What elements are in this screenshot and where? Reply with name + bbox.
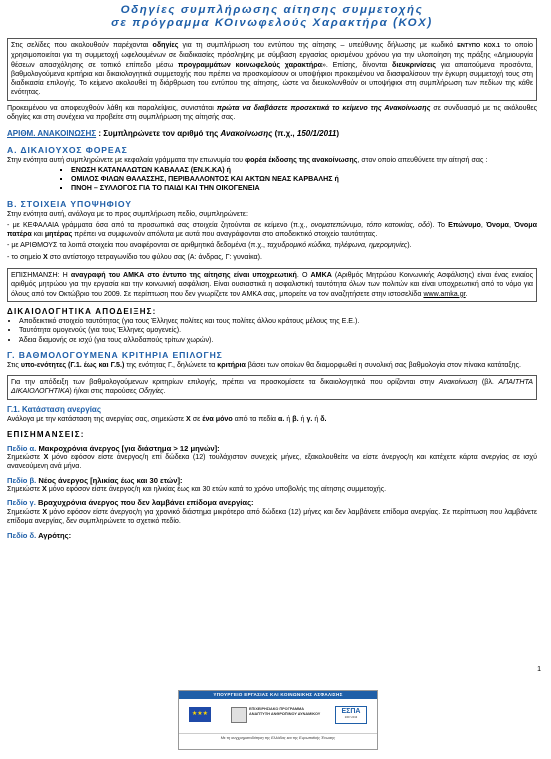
italic-text: ταχυδρομικό κώδικα, τηλέφωνα, ημερομηνίες (266, 241, 408, 250)
advice-text: σε συνδυασμό με τις ακόλουθες οδηγίες και στη συνέχεια να προβείτε στη συμπλήρωση της αίτησής σας. (7, 103, 537, 122)
text: μόνο εφόσον είστε άνεργος/η επί δώδεκα (12) τουλάχιστον συνεχείς μήνες, εξακολουθείτε να είστε άνεργος/η και κατέχετε κάρτα ανεργίας σε ισχύ ανανεούμενη ανά μήνα. (7, 453, 537, 471)
intro-bold: οδηγίες (152, 41, 179, 49)
announcement-text: (π.χ., (272, 129, 297, 139)
field-c-heading (7, 498, 537, 508)
text: ή (298, 415, 307, 424)
text: Σημειώστε (7, 485, 43, 494)
text: ή (312, 415, 321, 424)
text: Ανάλογα με την κατάσταση της ανεργίας σας, σημειώστε (7, 415, 187, 424)
list-item: ▪ ΠΝΟΗ – ΣΥΛΛΟΓΟΣ ΓΙΑ ΤΟ ΠΑΙΔΙ ΚΑΙ ΤΗΝ ΟΙΚΟΓΕΝΕΙΑ (71, 184, 537, 193)
section-a-text-2: , στον οποίο απευθύνετε την αίτησή σας : (357, 156, 488, 165)
bold-text: X (42, 507, 48, 516)
italic-text: Οδηγίες (138, 387, 164, 396)
criteria-box (7, 375, 537, 400)
text: ή (284, 415, 293, 424)
logos-row (179, 699, 377, 733)
field-d-heading (7, 531, 537, 541)
field-label: Πεδίο δ. (7, 530, 37, 540)
announcement-example: 150/1/2011 (296, 129, 337, 139)
espa-subtext: 2007-2013 (344, 716, 358, 719)
section-a-bold: φορέα έκδοσης της ανακοίνωσης (245, 156, 358, 165)
text: Στις (7, 360, 21, 369)
bold-text: α. (278, 415, 285, 424)
section-g-text (7, 361, 537, 370)
intro-box (7, 38, 537, 101)
text: , (508, 220, 515, 229)
program-emblem-icon (231, 707, 247, 723)
advice-text: Προκειμένου να αποφευχθούν λάθη και παραλείψεις, συνιστάται (7, 103, 217, 112)
text: ). (407, 241, 412, 250)
field-title: Αγρότης: (36, 530, 72, 540)
text: ΕΠΙΣΗΜΑΝΣΗ: Η (11, 271, 71, 280)
g1-heading: Γ.1. Κατάσταση ανεργίας (7, 404, 102, 414)
bold-text: Όνομα πατέρα (7, 220, 537, 239)
field-a-heading (7, 444, 537, 454)
text: Σημειώστε (7, 507, 43, 516)
bold-text: υπο-ενότητες (Γ.1. έως και Γ.5.) (20, 360, 125, 369)
text: ). Το (430, 220, 449, 229)
text: - με ΚΕΦΑΛΑΙΑ γράμματα όσα από τα προσωπικά σας στοιχεία ζητούνται σε κείμενο (π.χ., (7, 220, 311, 229)
text: , (480, 220, 487, 229)
eu-flag-icon: ★★★ (189, 707, 211, 722)
announcement-line (7, 129, 537, 139)
text: . (465, 289, 468, 298)
form-code: ΕΝΤΥΠΟ ΚΟΧ.1 (457, 43, 501, 49)
bold-text: X (43, 252, 48, 261)
text: . Ο (296, 271, 311, 280)
field-title: Βραχυχρόνια άνεργος που δεν λαμβάνει επίδομα ανεργίας: (35, 498, 254, 508)
intro-text: Στις σελίδες που ακολουθούν παρέχονται (11, 41, 153, 49)
notes-heading: ΕΠΙΣΗΜΑΝΣΕΙΣ: (7, 429, 85, 439)
footer-logo-banner (178, 690, 378, 750)
announcement-text: ) (336, 129, 339, 139)
text: (βλ. (477, 378, 499, 387)
ministry-band: ΥΠΟΥΡΓΕΙΟ ΕΡΓΑΣΙΑΣ ΚΑΙ ΚΟΙΝΩΝΙΚΗΣ ΑΣΦΑΛΙΣΗΣ (179, 691, 377, 699)
bold-text: X (43, 453, 49, 462)
field-label: Πεδίο γ. (7, 498, 36, 508)
italic-text: ΑΠΑΙΤΗΤΑ ΔΙΚΑΙΟΛΟΓΗΤΙΚΑ (11, 378, 533, 396)
text: ) ή/και στις παρούσες (69, 387, 139, 396)
cofunding-tagline: Με τη συγχρηματοδότηση της Ελλάδας και της Ευρωπαϊκής Ένωσης (179, 733, 377, 742)
bold-text: γ. (306, 415, 313, 424)
amka-box (7, 268, 537, 302)
list-item: • Άδεια διαμονής σε ισχύ (για τους αλλοδαπούς τρίτων χωρών). (19, 336, 537, 345)
italic-text: Ανακοίνωση (438, 378, 478, 387)
text: - το σημείο (7, 252, 44, 261)
text: (Αριθμός Μητρώου Κοινωνικής Ασφάλισης) είναι ένας ενιαίος αριθμός μητρώου για την εργασία και την κοινωνική ασφάλιση. Είναι ουσιαστικά η ασφαλιστική ταυτότητα όλων των πολιτών και είναι υποχρεωτική από το νόμο για όλους από τον Οκτώβριο του 2009. Σε περίπτωση που δεν γνωρίζετε τον ΑΜΚΑ σας, μπορείτε να τον αναζητήσετε στην ιστοσελίδα (11, 271, 533, 298)
field-label: Πεδίο β. (7, 475, 37, 485)
field-a-text (7, 453, 537, 472)
section-b-line-2 (7, 241, 537, 250)
section-g-heading: Γ. ΒΑΘΜΟΛΟΓΟΥΜΕΝΑ ΚΡΙΤΗΡΙΑ ΕΠΙΛΟΓΗΣ (7, 349, 223, 360)
advice-paragraph (7, 104, 537, 123)
organization-list (71, 166, 537, 194)
docs-heading: ΔΙΚΑΙΟΛΟΓΗΤΙΚΑ ΑΠΟΔΕΙΞΗΣ: (7, 306, 157, 316)
intro-text: το οποίο χρησιμοποιείται για τη συμμετοχή ωφελουμένων σε διαδικασίες πρόσληψης με σύμβαση εργασίας ορισμένου χρόνου για την υλοποίηση της πράξης «Δημιουργία θέσεων απασχόλησης σε τοπικό επίπεδο μέσω (11, 41, 533, 69)
text: σε (190, 415, 203, 424)
text: μόνο εφόσον είστε άνεργος/η για χρονικό διάστημα μικρότερο από δώδεκα (12) μήνες και δεν λαμβάνετε επίδομα ανεργίας. Σε περίπτωση που λαμβάνετε επίδομα ανεργίας, δεν συμπληρώνετε το σχετικό πεδίο. (7, 507, 537, 526)
intro-text: για τη συμπλήρωση του εντύπου της αίτησης – υπεύθυνης δήλωσης με κωδικό (178, 41, 458, 49)
intro-text: ». Επίσης, δίνονται (321, 60, 393, 69)
section-b-line-3 (7, 253, 537, 262)
bold-text: αναγραφή του ΑΜΚΑ στο έντυπο της αίτησης είναι υποχρεωτική (70, 271, 297, 280)
text: Για την απόδειξη των βαθμολογούμενων κριτηρίων επιλογής, πρέπει να προσκομίσετε τα δικαιολογητικά που ορίζονται στην (11, 378, 439, 387)
program-logo (231, 705, 323, 725)
field-c-text (7, 508, 537, 527)
announcement-italic: Ανακοίνωσης (220, 129, 273, 139)
text: στο αντίστοιχο τετραγωνίδιο του φύλου σας (Α: άνδρας, Γ: γυναίκα). (47, 252, 262, 261)
intro-text: για απαιτούμενα προσόντα, βαθμολογούμενα κριτήρια και δικαιολογητικά συμμετοχής που πρέπει να προσκομίσουν οι υποψήφιοι προκειμένου να διασφαλίσουν την έγκυρη συμμετοχή τους στη διαδικασία επιλογής. Το κείμενο ακολουθεί τη διάρθρωση του εντύπου της αίτησης, ώστε να διευκολυνθούν οι υποψήφιοι στη συμπλήρωση των πεδίων της κάθε ενότητας. (11, 60, 533, 97)
text: και (31, 230, 45, 239)
field-title: Μακροχρόνια άνεργος [για διάστημα > 12 μηνών]: (36, 443, 220, 453)
page-number: 1 (537, 666, 541, 673)
list-item: ▪ ΟΜΙΛΟΣ ΦΙΛΩΝ ΘΑΛΑΣΣΗΣ, ΠΕΡΙΒΑΛΛΟΝΤΟΣ ΚΑΙ ΑΚΤΩΝ ΝΕΑΣ ΚΑΡΒΑΛΗΣ ή (71, 175, 537, 184)
amka-link[interactable]: www.amka.gr (423, 289, 466, 298)
bold-text: X (42, 485, 47, 494)
field-b-text (7, 485, 537, 494)
field-title: Νέος άνεργος [ηλικίας έως και 30 ετών]: (36, 475, 183, 485)
text: Σημειώστε (7, 453, 44, 462)
section-b-intro: Στην ενότητα αυτή, ανάλογα με το προς συμπλήρωση πεδίο, συμπληρώνετε: (7, 209, 248, 218)
title-line-1: Οδηγίες συμπλήρωσης αίτησης συμμετοχής (120, 4, 424, 16)
text: βάσει των οποίων θα διαμορφωθεί η συνολική σας βαθμολογία στον πίνακα κατάταξης. (245, 360, 522, 369)
text: . (163, 387, 166, 396)
text: μόνο εφόσον είστε άνεργος/η και ηλικίας έως και 30 ετών κατά το χρόνο υποβολής της αίτησης συμμετοχής. (46, 485, 387, 494)
advice-bold: πρώτα να διαβάσετε προσεκτικά το κείμενο της Ανακοίνωσης (216, 103, 431, 112)
italic-text: ονοματεπώνυμο, τόπο κατοικίας, οδό (310, 220, 431, 229)
page-title (7, 4, 537, 30)
announcement-label: ΑΡΙΘΜ. ΑΝΑΚΟΙΝΩΣΗΣ (7, 129, 97, 139)
espa-logo (335, 706, 367, 724)
bold-text: Όνομα (486, 220, 509, 229)
bold-text: κριτήρια (217, 360, 246, 369)
bold-text: ένα μόνο (202, 415, 233, 424)
announcement-text: : Συμπληρώνετε τον αριθμό της (96, 129, 221, 139)
text: πρέπει να συμφωνούν απόλυτα με αυτά που αναγράφονται στο αποδεικτικό στοιχείο ταυτότητας. (72, 230, 378, 239)
section-a-heading: Α. ΔΙΚΑΙΟΥΧΟΣ ΦΟΡΕΑΣ (7, 145, 128, 156)
bold-text: ΑΜΚΑ (310, 271, 332, 280)
bold-text: X (186, 415, 191, 424)
intro-bold: προγραμμάτων κοινωφελούς χαρακτήρα (178, 60, 322, 69)
list-item: ▪ ΕΝΩΣΗ ΚΑΤΑΝΑΛΩΤΩΝ ΚΑΒΑΛΑΣ (ΕΝ.Κ.ΚΑ) ή (71, 166, 537, 175)
section-a-text (7, 156, 537, 165)
g1-text (7, 415, 537, 424)
espa-text: ΕΣΠΑ (341, 708, 361, 715)
field-b-heading (7, 476, 537, 486)
program-name: ΕΠΙΧΕΙΡΗΣΙΑΚΟ ΠΡΟΓΡΑΜΜΑ ΑΝΑΠΤΥΞΗ ΑΝΘΡΩΠΙΝΟΥ ΔΥΝΑΜΙΚΟΥ (249, 707, 321, 716)
list-item: • Αποδεικτικό στοιχείο ταυτότητας (για τους Έλληνες πολίτες και τους πολίτες άλλου κράτους μέλους της Ε.Ε.). (19, 317, 537, 326)
docs-list (19, 317, 537, 345)
bold-text: Επώνυμο (448, 220, 481, 229)
text: της ενότητας Γ., δηλώνετε τα (124, 360, 218, 369)
section-b-heading: Β. ΣΤΟΙΧΕΙΑ ΥΠΟΨΗΦΙΟΥ (7, 198, 132, 209)
bold-text: μητέρας (44, 230, 73, 239)
bold-text: δ. (320, 415, 327, 424)
text: από τα πεδία (232, 415, 278, 424)
section-a-text-1: Στην ενότητα αυτή συμπληρώνετε με κεφαλαία γράμματα την επωνυμία του (7, 156, 246, 165)
list-item: • Ταυτότητα ομογενούς (για τους Έλληνες ομογενείς). (19, 326, 537, 335)
document-page (7, 4, 537, 540)
bold-text: β. (292, 415, 299, 424)
field-label: Πεδίο α. (7, 443, 37, 453)
intro-bold: διευκρινίσεις (392, 60, 436, 69)
text: - με ΑΡΙΘΜΟΥΣ τα λοιπά στοιχεία που αναφέρονται σε αριθμητικά δεδομένα (π.χ., (7, 241, 267, 250)
section-b-line-1 (7, 221, 537, 240)
title-line-2: σε πρόγραμμα ΚΟινωφελούς Χαρακτήρα (ΚΟΧ) (111, 17, 433, 29)
